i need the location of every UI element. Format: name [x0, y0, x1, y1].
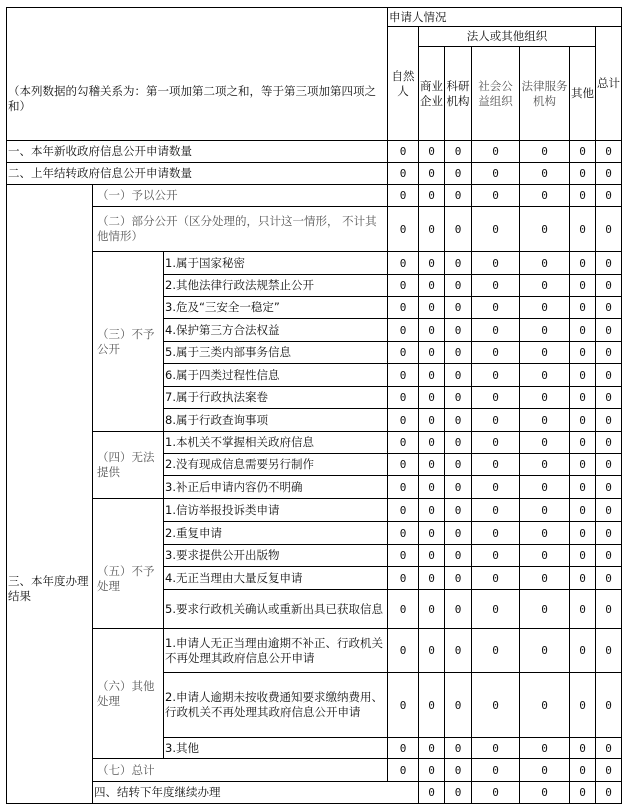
cell-value: 0: [472, 387, 520, 409]
cell-value: 0: [596, 759, 622, 782]
cell-value: 0: [596, 364, 622, 387]
cell-value: 0: [570, 297, 596, 319]
cell-value: 0: [388, 364, 419, 387]
cell-value: 0: [520, 185, 570, 207]
row-label: 6.属于四类过程性信息: [164, 364, 388, 387]
cell-value: 0: [419, 141, 445, 163]
cell-value: 0: [472, 252, 520, 275]
cell-value: 0: [596, 522, 622, 545]
cell-value: 0: [596, 545, 622, 567]
cell-value: 0: [520, 454, 570, 476]
cell-value: 0: [596, 782, 622, 804]
cell-value: 0: [472, 185, 520, 207]
header-note: （本列数据的勾稽关系为：第一项加第二项之和，等于第三项加第四项之和）: [7, 8, 388, 141]
cell-value: 0: [388, 185, 419, 207]
row-label: 3.危及“三安全一稳定”: [164, 297, 388, 319]
table-row: [7, 782, 622, 804]
cell-value: 0: [570, 342, 596, 364]
cell-value: 0: [596, 185, 622, 207]
header-total: 总计: [596, 27, 622, 141]
cell-value: 0: [570, 364, 596, 387]
row-label: 2.其他法律行政法规禁止公开: [164, 275, 388, 297]
cell-value: 0: [388, 759, 419, 782]
cell-value: 0: [472, 319, 520, 342]
header-legal-group: 法人或其他组织: [419, 27, 596, 47]
cell-value: 0: [596, 476, 622, 499]
table-row: [7, 499, 622, 522]
cell-value: 0: [388, 409, 419, 432]
header-natural-person: 自然人: [388, 27, 419, 141]
cell-value: 0: [570, 207, 596, 252]
cell-value: 0: [419, 319, 445, 342]
cell-value: 0: [419, 297, 445, 319]
cell-value: 0: [570, 545, 596, 567]
cell-value: 0: [388, 454, 419, 476]
row-label: 1.信访举报投诉类申请: [164, 499, 388, 522]
cell-value: 0: [445, 782, 472, 804]
cell-value: 0: [388, 297, 419, 319]
cell-value: 0: [570, 590, 596, 629]
header-applicant-situation: 申请人情况: [388, 8, 622, 27]
table-row: [7, 759, 622, 782]
cell-value: 0: [419, 499, 445, 522]
cell-value: 0: [596, 275, 622, 297]
cell-value: 0: [472, 476, 520, 499]
cell-value: 0: [388, 629, 419, 673]
cell-value: 0: [472, 590, 520, 629]
cell-value: 0: [596, 432, 622, 454]
group-label-4: （四）无法提供: [93, 432, 164, 499]
cell-value: 0: [445, 759, 472, 782]
cell-value: 0: [445, 545, 472, 567]
cell-value: 0: [388, 567, 419, 590]
cell-value: 0: [419, 342, 445, 364]
row-label: （一）予以公开: [93, 185, 388, 207]
cell-value: 0: [596, 252, 622, 275]
cell-value: 0: [520, 522, 570, 545]
cell-value: 0: [570, 759, 596, 782]
cell-value: 0: [419, 629, 445, 673]
cell-value: 0: [388, 545, 419, 567]
cell-value: 0: [596, 409, 622, 432]
cell-value: 0: [472, 738, 520, 759]
gov-info-disclosure-table: [6, 7, 622, 804]
cell-value: 0: [570, 673, 596, 738]
row-label: 一、本年新收政府信息公开申请数量: [7, 141, 388, 163]
cell-value: 0: [445, 207, 472, 252]
row-label: （二）部分公开（区分处理的，只计这一情形， 不计其他情形）: [93, 207, 388, 252]
cell-value: 0: [520, 409, 570, 432]
cell-value: 0: [520, 567, 570, 590]
cell-value: 0: [570, 252, 596, 275]
cell-value: 0: [388, 163, 419, 185]
cell-value: 0: [445, 141, 472, 163]
cell-value: 0: [419, 207, 445, 252]
table-row: [7, 163, 622, 185]
cell-value: 0: [388, 590, 419, 629]
row-label: 2.没有现成信息需要另行制作: [164, 454, 388, 476]
cell-value: 0: [570, 163, 596, 185]
cell-value: 0: [570, 782, 596, 804]
cell-value: 0: [472, 522, 520, 545]
cell-value: 0: [472, 163, 520, 185]
row-label: 5.属于三类内部事务信息: [164, 342, 388, 364]
cell-value: 0: [419, 163, 445, 185]
cell-value: 0: [570, 185, 596, 207]
cell-value: 0: [388, 141, 419, 163]
row-label: 四、结转下年度继续办理: [93, 782, 419, 804]
header-social-welfare: 社会公益组织: [472, 47, 520, 141]
cell-value: 0: [472, 499, 520, 522]
cell-value: 0: [419, 364, 445, 387]
cell-value: 0: [445, 590, 472, 629]
cell-value: 0: [388, 432, 419, 454]
cell-value: 0: [388, 738, 419, 759]
cell-value: 0: [520, 432, 570, 454]
row-label: 7.属于行政执法案卷: [164, 387, 388, 409]
cell-value: 0: [445, 499, 472, 522]
cell-value: 0: [388, 387, 419, 409]
cell-value: 0: [570, 275, 596, 297]
table-row: [7, 432, 622, 454]
cell-value: 0: [520, 297, 570, 319]
cell-value: 0: [520, 163, 570, 185]
cell-value: 0: [520, 629, 570, 673]
header-commercial: 商业企业: [419, 47, 445, 141]
cell-value: 0: [520, 141, 570, 163]
row-label: 3.其他: [164, 738, 388, 759]
row-label: 二、上年结转政府信息公开申请数量: [7, 163, 388, 185]
cell-value: 0: [445, 319, 472, 342]
cell-value: 0: [520, 590, 570, 629]
cell-value: 0: [388, 476, 419, 499]
row-label: 5.要求行政机关确认或重新出具已获取信息: [164, 590, 388, 629]
cell-value: 0: [419, 454, 445, 476]
cell-value: 0: [445, 738, 472, 759]
cell-value: 0: [472, 342, 520, 364]
cell-value: 0: [419, 252, 445, 275]
cell-value: 0: [596, 342, 622, 364]
cell-value: 0: [445, 163, 472, 185]
cell-value: 0: [419, 185, 445, 207]
group-label-5: （五）不予处理: [93, 499, 164, 629]
cell-value: 0: [388, 319, 419, 342]
cell-value: 0: [419, 738, 445, 759]
cell-value: 0: [596, 590, 622, 629]
cell-value: 0: [570, 409, 596, 432]
cell-value: 0: [520, 673, 570, 738]
cell-value: 0: [520, 499, 570, 522]
cell-value: 0: [419, 782, 445, 804]
cell-value: 0: [570, 387, 596, 409]
cell-value: 0: [472, 629, 520, 673]
cell-value: 0: [445, 522, 472, 545]
cell-value: 0: [520, 275, 570, 297]
cell-value: 0: [445, 432, 472, 454]
cell-value: 0: [570, 454, 596, 476]
group-label-3: （三）不予公开: [93, 252, 164, 432]
cell-value: 0: [388, 499, 419, 522]
row-label: 1.本机关不掌握相关政府信息: [164, 432, 388, 454]
cell-value: 0: [445, 567, 472, 590]
cell-value: 0: [520, 476, 570, 499]
row-label: 2.申请人逾期未按收费通知要求缴纳费用、行政机关不再处理其政府信息公开申请: [164, 673, 388, 738]
section-3-label: 三、本年度办理结果: [7, 185, 93, 804]
cell-value: 0: [419, 387, 445, 409]
cell-value: 0: [596, 207, 622, 252]
cell-value: 0: [445, 364, 472, 387]
cell-value: 0: [570, 319, 596, 342]
row-label: 3.补正后申请内容仍不明确: [164, 476, 388, 499]
header-other: 其他: [570, 47, 596, 141]
cell-value: 0: [596, 387, 622, 409]
cell-value: 0: [570, 738, 596, 759]
cell-value: 0: [419, 432, 445, 454]
cell-value: 0: [472, 364, 520, 387]
cell-value: 0: [472, 297, 520, 319]
cell-value: 0: [520, 364, 570, 387]
cell-value: 0: [419, 590, 445, 629]
cell-value: 0: [472, 759, 520, 782]
cell-value: 0: [596, 567, 622, 590]
row-label: （七）总计: [93, 759, 388, 782]
cell-value: 0: [472, 141, 520, 163]
cell-value: 0: [472, 567, 520, 590]
cell-value: 0: [596, 629, 622, 673]
cell-value: 0: [472, 782, 520, 804]
cell-value: 0: [445, 275, 472, 297]
cell-value: 0: [596, 454, 622, 476]
cell-value: 0: [419, 673, 445, 738]
cell-value: 0: [520, 782, 570, 804]
table-row: [7, 207, 622, 252]
row-label: 2.重复申请: [164, 522, 388, 545]
cell-value: 0: [445, 252, 472, 275]
cell-value: 0: [570, 522, 596, 545]
cell-value: 0: [596, 319, 622, 342]
table-row: [7, 185, 622, 207]
cell-value: 0: [570, 432, 596, 454]
cell-value: 0: [472, 432, 520, 454]
cell-value: 0: [596, 141, 622, 163]
cell-value: 0: [388, 207, 419, 252]
cell-value: 0: [520, 319, 570, 342]
cell-value: 0: [570, 141, 596, 163]
table-row: [7, 629, 622, 673]
cell-value: 0: [445, 476, 472, 499]
cell-value: 0: [570, 476, 596, 499]
cell-value: 0: [445, 454, 472, 476]
row-label: 1.申请人无正当理由逾期不补正、行政机关不再处理其政府信息公开申请: [164, 629, 388, 673]
cell-value: 0: [388, 673, 419, 738]
row-label: 8.属于行政查询事项: [164, 409, 388, 432]
cell-value: 0: [520, 252, 570, 275]
group-label-6: （六）其他处理: [93, 629, 164, 759]
cell-value: 0: [419, 522, 445, 545]
row-label: 4.保护第三方合法权益: [164, 319, 388, 342]
row-label: 1.属于国家秘密: [164, 252, 388, 275]
cell-value: 0: [570, 567, 596, 590]
cell-value: 0: [520, 545, 570, 567]
row-label: 3.要求提供公开出版物: [164, 545, 388, 567]
cell-value: 0: [570, 629, 596, 673]
cell-value: 0: [419, 275, 445, 297]
cell-value: 0: [472, 409, 520, 432]
cell-value: 0: [520, 738, 570, 759]
header-research: 科研机构: [445, 47, 472, 141]
table-row: [7, 252, 622, 275]
cell-value: 0: [388, 252, 419, 275]
cell-value: 0: [419, 409, 445, 432]
cell-value: 0: [596, 499, 622, 522]
cell-value: 0: [520, 342, 570, 364]
cell-value: 0: [445, 629, 472, 673]
header-legal-service: 法律服务机构: [520, 47, 570, 141]
cell-value: 0: [472, 545, 520, 567]
row-label: 4.无正当理由大量反复申请: [164, 567, 388, 590]
cell-value: 0: [472, 454, 520, 476]
cell-value: 0: [520, 387, 570, 409]
cell-value: 0: [445, 387, 472, 409]
cell-value: 0: [419, 476, 445, 499]
cell-value: 0: [472, 275, 520, 297]
table-row: [7, 141, 622, 163]
cell-value: 0: [445, 342, 472, 364]
cell-value: 0: [445, 409, 472, 432]
cell-value: 0: [388, 275, 419, 297]
cell-value: 0: [596, 297, 622, 319]
cell-value: 0: [596, 163, 622, 185]
cell-value: 0: [388, 522, 419, 545]
cell-value: 0: [570, 499, 596, 522]
cell-value: 0: [520, 207, 570, 252]
cell-value: 0: [388, 342, 419, 364]
cell-value: 0: [445, 185, 472, 207]
cell-value: 0: [472, 207, 520, 252]
cell-value: 0: [520, 759, 570, 782]
cell-value: 0: [445, 297, 472, 319]
cell-value: 0: [419, 567, 445, 590]
cell-value: 0: [596, 673, 622, 738]
cell-value: 0: [445, 673, 472, 738]
cell-value: 0: [419, 759, 445, 782]
cell-value: 0: [472, 673, 520, 738]
cell-value: 0: [596, 738, 622, 759]
cell-value: 0: [419, 545, 445, 567]
